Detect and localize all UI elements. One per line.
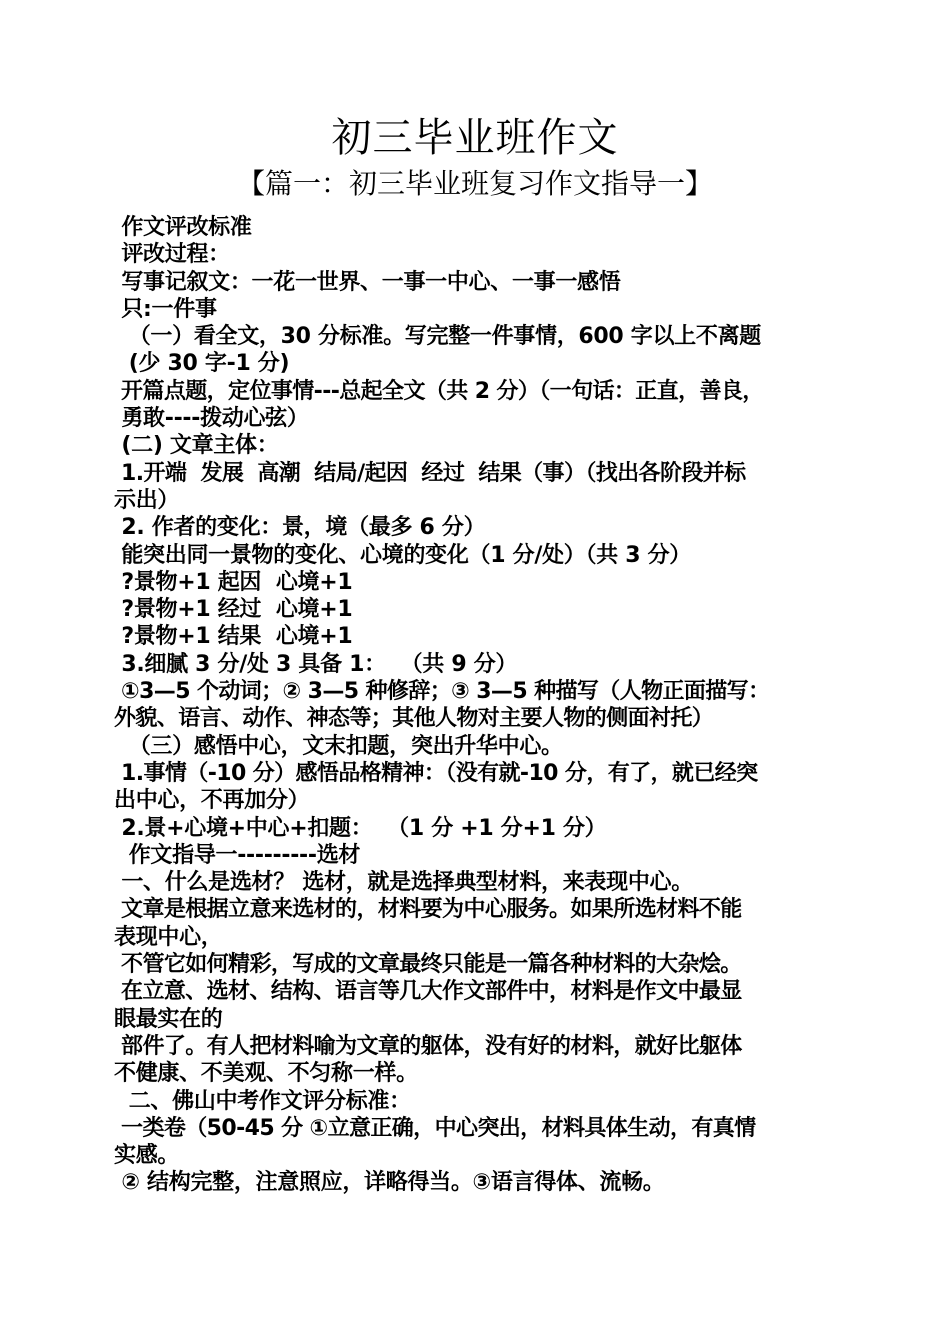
text-line: 部件了。有人把材料喻为文章的躯体，没有好的材料，就好比躯体 (114, 1033, 742, 1059)
text-line: （一）看全文，30 分标准。写完整一件事情，600 字以上不离题 (114, 324, 761, 350)
text-line: ①3—5 个动词；② 3—5 种修辞；③ 3—5 种描写（人物正面描写： (114, 679, 770, 705)
text-line: 一类卷（50-45 分 ①立意正确，中心突出，材料具体生动，有真情 (114, 1115, 756, 1141)
text-line: 1.开端 发展 高潮 结局/起因 经过 结果（事）（找出各阶段并标 (114, 460, 746, 486)
text-line: 2. 作者的变化：景，境（最多 6 分） (114, 515, 486, 541)
text-line: 写事记叙文：一花一世界、一事一中心、一事一感悟 (114, 269, 621, 295)
text-line: 1.事情（-10 分）感悟品格精神：（没有就-10 分，有了，就已经突 (114, 760, 758, 786)
text-line: 表现中心， (114, 924, 223, 950)
text-line: (二) 文章主体： (114, 433, 279, 459)
text-line: ?景物+1 起因 心境+1 (114, 569, 353, 595)
document-body (114, 214, 834, 1197)
text-line: 不健康、不美观、不匀称一样。 (114, 1061, 418, 1087)
text-line: 不管它如何精彩，写成的文章最终只能是一篇各种材料的大杂烩。 (114, 952, 742, 978)
text-line: 一、什么是选材？ 选材，就是选择典型材料，来表现中心。 (114, 870, 693, 896)
text-line: 在立意、选材、结构、语言等几大作文部件中，材料是作文中最显 (114, 979, 742, 1005)
text-line: 外貌、语言、动作、神态等；其他人物对主要人物的侧面衬托） (114, 706, 714, 732)
text-line: 2.景+心境+中心+扣题： （1 分 +1 分+1 分） (114, 815, 607, 841)
text-line: ?景物+1 结果 心境+1 (114, 624, 353, 650)
text-line: 眼最实在的 (114, 1006, 223, 1032)
text-line: 作文评改标准 (114, 215, 252, 240)
text-line: ?景物+1 经过 心境+1 (114, 597, 353, 623)
text-line: ② 结构完整，注意照应，详略得当。③语言得体、流畅。 (114, 1170, 665, 1196)
text-line: 二、佛山中考作文评分标准： (114, 1088, 411, 1114)
text-line: 3.细腻 3 分/处 3 具备 1： （共 9 分） (114, 651, 518, 677)
text-line: 作文指导一---------选材 (114, 842, 361, 868)
text-line: 评改过程： (114, 242, 230, 268)
text-line: （三）感悟中心，文末扣题，突出升华中心。 (114, 733, 563, 759)
text-line: 文章是根据立意来选材的，材料要为中心服务。如果所选材料不能 (114, 897, 742, 923)
text-line: 出中心，不再加分） (114, 788, 310, 814)
text-line: 能突出同一景物的变化、心境的变化（1 分/处）（共 3 分） (114, 542, 691, 568)
text-line: 勇敢----拨动心弦） (114, 406, 309, 432)
text-line: 实感。 (114, 1143, 180, 1169)
text-line: 示出） (114, 487, 180, 513)
document-subtitle: 【篇一：初三毕业班复习作文指导一】 (236, 167, 713, 200)
text-line: 开篇点题，定位事情---总起全文（共 2 分）（一句话：正直，善良， (114, 378, 764, 404)
text-line: (少 30 字-1 分) (114, 351, 290, 377)
document-title: 初三毕业班作文 (331, 115, 619, 161)
text-line: 只:一件事 (114, 296, 217, 322)
